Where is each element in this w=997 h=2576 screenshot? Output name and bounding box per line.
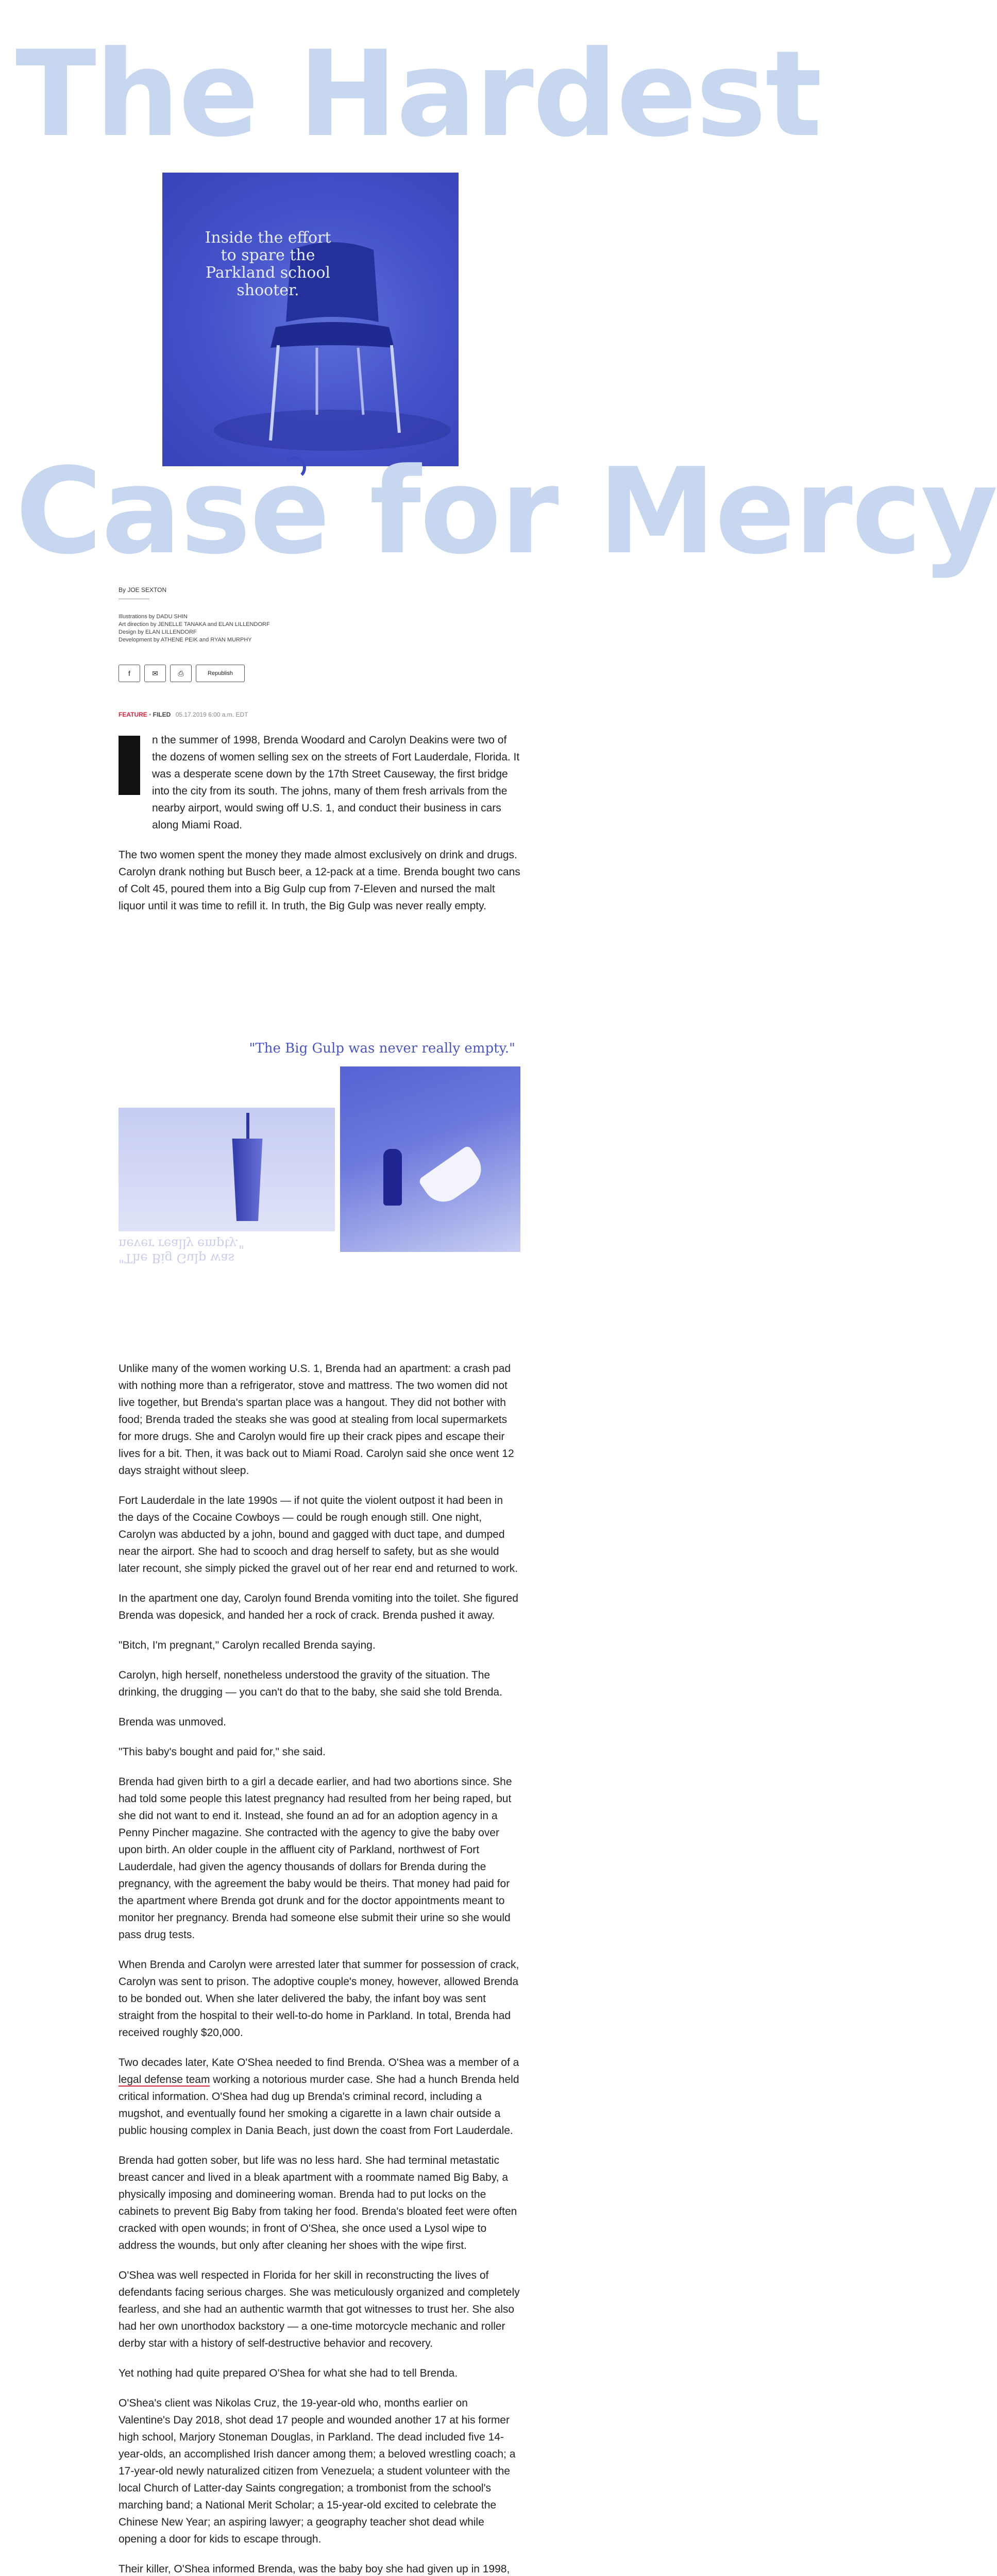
- paragraph: Carolyn, high herself, nonetheless understood the gravity of the situation. The drinking, the drugging — you can't do that to the baby, she said she told Brenda.: [119, 1669, 502, 1698]
- headline-line-1: The Hardest: [15, 26, 821, 163]
- paragraph-text: Two decades later, Kate O'Shea needed to find Brenda. O'Shea was a member of a: [119, 2057, 519, 2069]
- credit-art-direction: Art direction by JENELLE TANAKA and ELAN LILLENDORF: [119, 621, 270, 628]
- publish-date: 05.17.2019 6:00 a.m. EDT: [175, 711, 248, 718]
- print-icon: ⎙: [178, 669, 184, 677]
- illustration-panel-left: [119, 1108, 335, 1231]
- credit-development: Development by ATHENE PEIK and RYAN MURPHY: [119, 637, 252, 643]
- print-button[interactable]: [170, 665, 192, 682]
- republish-button[interactable]: Republish: [196, 665, 245, 682]
- bottle-shape: [383, 1149, 402, 1206]
- legal-defense-team-link[interactable]: legal defense team: [119, 2074, 210, 2086]
- email-icon: ✉: [152, 669, 158, 677]
- paragraph: "This baby's bought and paid for," she said.: [119, 1746, 326, 1758]
- byline: By JOE SEXTON: [119, 586, 167, 594]
- paragraph-text: Their killer, O'Shea informed Brenda, was the baby boy she had given up in 1998,: [119, 2563, 510, 2575]
- credit-illustrations: Illustrations by DADU SHIN: [119, 614, 188, 620]
- paragraph: Brenda had given birth to a girl a decade earlier, and had two abortions since. She had told some people this latest pregnancy had resulted from her being raped, but she did not want to end it. Instead, she found an ad for an adoption agency in a Penny Pincher magazine. She contracted with the agency to give the baby over upon birth. An older couple in the affluent city of Parkland, northwest of Fort Lauderdale, had given the agency thousands of dollars for Brenda during the pregnancy, with the agreement the baby would be theirs. That money had paid for the apartment where Brenda got drunk and for the doctor appointments meant to monitor her pregnancy. Brenda had someone else submit their urine so she would pass drug tests.: [119, 1776, 512, 1941]
- paragraph: n the summer of 1998, Brenda Woodard and Carolyn Deakins were two of the dozens of women selling sex on the streets of Fort Lauderdale, Florida. It was a desperate scene down by the 17th Street Causeway, the first bridge into the city from its south. The johns, many of them fresh arrivals from the nearby airport, would swing off U.S. 1, and conduct their business in cars along Miami Road.: [152, 734, 520, 831]
- headline-line-2: Case for Mercy: [15, 443, 997, 581]
- paragraph: When Brenda and Carolyn were arrested later that summer for possession of crack, Carolyn was sent to prison. The adoptive couple's money, however, allowed Brenda to be bonded out. When she later delivered the baby, the infant boy was sent straight from the hospital to their well-to-do home in Parkland. In total, Brenda had received roughly $20,000.: [119, 1959, 519, 2039]
- illustration-panel-right: [340, 1066, 520, 1252]
- paragraph: The two women spent the money they made almost exclusively on drink and drugs. Carolyn drank nothing but Busch beer, a 12-pack at a time. Brenda bought two cans of Colt 45, poured them into a Big Gulp cup from 7-Eleven and nursed the malt liquor until it was time to refill it. In truth, the Big Gulp was never really empty.: [119, 849, 520, 912]
- facebook-share-button[interactable]: [119, 665, 140, 682]
- tag-separator: •: [149, 711, 151, 718]
- hero: [0, 0, 997, 581]
- paragraph: Brenda had gotten sober, but life was no less hard. She had terminal metastatic breast cancer and lived in a bleak apartment with a roommate named Big Baby, a physically imposing and domineering woman. Brenda had to put locks on the cabinets to prevent Big Baby from taking her food. Brenda's bloated feet were often cracked with open wounds; in front of O'Shea, she once used a Lysol wipe to address the wounds, but only after cleaning her shoes with the wipe first.: [119, 2155, 517, 2251]
- paragraph: O'Shea was well respected in Florida for her skill in reconstructing the lives of defendants facing serious charges. She was meticulously organized and completely fearless, and she had an authentic warmth that got witnesses to trust her. She also had her own unorthodox backstory — a one-time motorcycle mechanic and roller derby star with a history of self-destructive behavior and recovery.: [119, 2269, 520, 2349]
- illustration-reflection: "The Big Gulp was never really empty.": [119, 1236, 245, 1265]
- tag-filed: FILED: [153, 711, 171, 718]
- paragraph: [119, 2054, 520, 2139]
- paragraph: "Bitch, I'm pregnant," Carolyn recalled Brenda saying.: [119, 1639, 376, 1651]
- hero-caption: Inside the effort to spare the Parkland school shooter.: [205, 229, 331, 299]
- big-gulp-illustration: [119, 1041, 520, 1298]
- hero-illustration: [162, 173, 459, 466]
- article-tags: [119, 711, 248, 718]
- paragraph-text: working a notorious murder case. She had a hunch Brenda held critical information. O'Shea had dug up Brenda's criminal record, including a mugshot, and eventually found her smoking a cigarette in a lawn chair outside a public housing complex in Dania Beach, just down the coast from Fort Lauderdale.: [119, 2074, 519, 2137]
- paragraph: O'Shea's client was Nikolas Cruz, the 19-year-old who, months earlier on Valentine's Day 2018, shot dead 17 people and wounded another 17 at his former high school, Marjory Stoneman Douglas, in Parkland. The dead included five 14-year-olds, an accomplished Irish dancer among them; a beloved wrestling coach; a 17-year-old newly naturalized citizen from Venezuela; a student volunteer with the local Church of Latter-day Saints congregation; a trombonist from the school's marching band; a National Merit Scholar; a 15-year-old excited to celebrate the Chinese New Year; an aspiring lawyer; a geography teacher shot dead while opening a door for kids to escape through.: [119, 2397, 516, 2545]
- paragraph: Brenda was unmoved.: [119, 1716, 226, 1728]
- paragraph: In the apartment one day, Carolyn found Brenda vomiting into the toilet. She figured Brenda was dopesick, and handed her a rock of crack. Brenda pushed it away.: [119, 1592, 518, 1621]
- article-body: [119, 1360, 520, 2576]
- facebook-icon: f: [128, 669, 130, 677]
- illustration-quote: "The Big Gulp was never really empty.": [249, 1041, 515, 1056]
- drop-cap: [119, 736, 140, 795]
- paragraph: Yet nothing had quite prepared O'Shea for what she had to tell Brenda.: [119, 2367, 458, 2379]
- credit-design: Design by ELAN LILLENDORF: [119, 629, 197, 635]
- credits: [119, 613, 531, 644]
- tag-feature[interactable]: FEATURE: [119, 711, 147, 718]
- share-toolbar: [119, 665, 245, 682]
- paragraph: Unlike many of the women working U.S. 1, Brenda had an apartment: a crash pad with nothing more than a refrigerator, stove and mattress. The two women did not live together, but Brenda's spartan place was a hangout. They did not bother with food; Brenda traded the steaks she was good at stealing from local supermarkets for more drugs. She and Carolyn would fire up their crack pipes and escape their lives for a bit. Then, it was back out to Miami Road. Carolyn said she once went 12 days straight without sleep.: [119, 1363, 514, 1477]
- article-intro: [119, 732, 520, 927]
- paragraph: [119, 2561, 520, 2576]
- paragraph: Fort Lauderdale in the late 1990s — if not quite the violent outpost it had been in the days of the Cocaine Cowboys — could be rough enough still. One night, Carolyn was abducted by a john, bound and gagged with duct tape, and dumped near the airport. She had to scooch and drag herself to safety, but as she would later recount, she simply picked the gravel out of her rear end and returned to work.: [119, 1495, 518, 1574]
- school-chair-illustration: [162, 173, 459, 466]
- email-share-button[interactable]: [144, 665, 166, 682]
